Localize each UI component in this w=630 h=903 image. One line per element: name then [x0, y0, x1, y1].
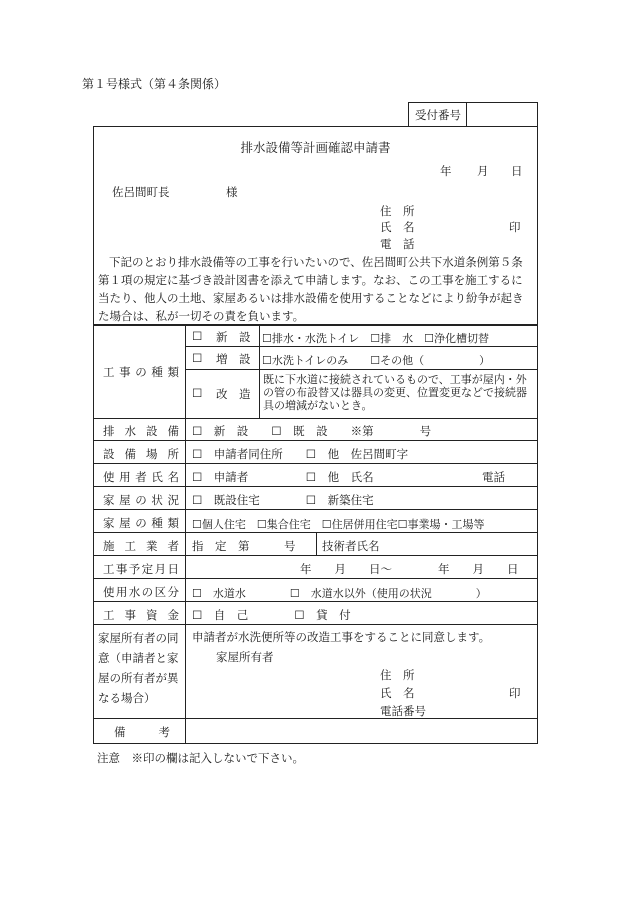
add-options[interactable]: ☐水洗トイレのみ ☐その他（ ） — [262, 354, 491, 367]
label-char: 事 — [124, 608, 136, 622]
applicant-address-label: 住 所 — [380, 204, 415, 218]
row-line — [93, 486, 538, 487]
applicant-name-label: 氏 名 — [380, 220, 415, 234]
label-char: 況 — [167, 493, 179, 507]
row-line — [93, 509, 538, 510]
label-char: 名 — [167, 470, 179, 484]
label-char: 使 — [103, 470, 115, 484]
label-char: 施 — [103, 539, 115, 553]
label-char: 用 — [115, 585, 128, 599]
label-char: 者 — [167, 539, 179, 553]
label-char: 考 — [158, 725, 170, 739]
new-options[interactable]: ☐排水・水洗トイレ ☐排 水 ☐浄化槽切替 — [262, 332, 490, 345]
label-char: 備 — [114, 725, 126, 739]
work-type-label — [103, 364, 179, 380]
row-line — [93, 440, 538, 441]
label-char: 事 — [119, 365, 131, 379]
label-char: 資 — [146, 608, 158, 622]
owner-seal: 印 — [509, 686, 521, 700]
label-char: 類 — [167, 516, 179, 530]
label-char: 場 — [146, 447, 158, 461]
label-char: 金 — [167, 608, 179, 622]
option-column-divider — [259, 324, 260, 418]
owner-address-label: 住 所 — [380, 668, 415, 682]
contractor-designation[interactable]: 指 定 第 号 — [192, 539, 296, 553]
label-char: 分 — [167, 585, 179, 599]
funds-value[interactable]: ☐ 自 己 ☐ 貸 付 — [192, 608, 351, 622]
label-char: 工 — [103, 608, 115, 622]
row-line — [185, 369, 538, 370]
label-char: 家 — [103, 516, 115, 530]
label-column-divider — [185, 324, 186, 744]
label-char: 備 — [167, 424, 179, 438]
date-year: 年 — [440, 164, 452, 178]
addressee-name: 佐呂間町長 — [112, 185, 170, 199]
drainage-label — [103, 423, 179, 439]
form-title: 排水設備等計画確認申請書 — [240, 140, 391, 155]
label-char: 工 — [103, 365, 115, 379]
engineer-name-label: 技術者氏名 — [322, 539, 380, 553]
label-char: 種 — [151, 516, 163, 530]
water-label — [103, 584, 179, 600]
new-label: 新 設 — [216, 330, 251, 344]
contractor-divider — [316, 532, 317, 555]
label-char: の — [135, 493, 147, 507]
label-char: 氏 — [151, 470, 163, 484]
declaration-paragraph: 下記のとおり排水設備等の工事を行いたいので、佐呂間町公共下水道条例第５条第１項の規定に基づき設計図書を添えて申請します。なお、この工事を施工するに当たり、他人の土地、家屋あるいは排水設備を使用することなどにより紛争が起きた場合は、私が一切その責を負います。 — [98, 255, 524, 323]
row-line — [93, 555, 538, 556]
label-char: 用 — [119, 470, 131, 484]
label-char: 予 — [128, 562, 141, 576]
row-line — [93, 418, 538, 419]
footnote: 注意 ※印の欄は記入しないで下さい。 — [97, 751, 304, 765]
user-name-value[interactable]: ☐ 申請者 ☐ 他 氏名 — [192, 470, 374, 484]
schedule-value[interactable]: 年 月 日〜 年 月 日 — [300, 562, 519, 576]
label-char: の — [135, 365, 147, 379]
owner-name-label: 氏 名 — [380, 686, 415, 700]
contractor-label — [103, 538, 179, 554]
owner-phone-label: 電話番号 — [380, 704, 426, 718]
location-value[interactable]: ☐ 申請者同住所 ☐ 他 佐呂間町字 — [192, 447, 409, 461]
remarks-field[interactable] — [188, 720, 534, 742]
label-char: 定 — [141, 562, 154, 576]
applicant-phone-label: 電 話 — [380, 237, 415, 251]
date-day: 日 — [511, 164, 523, 178]
label-char: 屋 — [119, 493, 131, 507]
row-line — [93, 624, 538, 625]
house-type-value[interactable]: ☐個人住宅 ☐集合住宅 ☐住居併用住宅☐事業場・工場等 — [192, 518, 485, 531]
funds-label — [103, 607, 179, 623]
label-char: 水 — [124, 424, 136, 438]
label-char: 工 — [124, 539, 136, 553]
form-number: 第１号様式（第４条関係） — [82, 77, 227, 91]
row-line — [93, 578, 538, 579]
label-char: 事 — [115, 562, 128, 576]
label-char: 工 — [103, 562, 115, 576]
label-char: の — [135, 516, 147, 530]
schedule-label — [103, 561, 179, 577]
renovate-checkbox[interactable]: ☐ — [192, 386, 203, 400]
label-char: 設 — [146, 424, 158, 438]
applicant-seal: 印 — [509, 220, 521, 234]
label-char: 者 — [135, 470, 147, 484]
user-name-label — [103, 469, 179, 485]
owner-consent-label: 家屋所有者の同意（申請者と家屋の所有者が異なる場合） — [98, 631, 179, 705]
table-top-border — [93, 324, 538, 326]
date-month: 月 — [477, 164, 489, 178]
label-char: 使 — [103, 585, 115, 599]
receipt-number-field[interactable] — [470, 103, 534, 125]
label-char: 家 — [103, 493, 115, 507]
new-checkbox[interactable]: ☐ — [192, 329, 203, 343]
renovate-label: 改 造 — [216, 387, 251, 401]
add-checkbox[interactable]: ☐ — [192, 351, 203, 365]
remarks-label — [114, 724, 170, 740]
addressee-honorific: 様 — [226, 185, 238, 199]
user-phone-label: 電話 — [482, 470, 505, 484]
house-type-label — [103, 515, 179, 531]
row-line — [185, 346, 538, 347]
label-char: 日 — [167, 562, 179, 576]
house-status-label — [103, 492, 179, 508]
label-char: の — [141, 585, 154, 599]
label-char: 区 — [154, 585, 167, 599]
label-char: 種 — [151, 365, 163, 379]
water-value[interactable]: ☐ 水道水 ☐ 水道水以外（使用の状況 ） — [192, 587, 487, 600]
drainage-value[interactable]: ☐ 新 設 ☐ 既 設 ※第 号 — [192, 424, 432, 438]
house-status-value[interactable]: ☐ 既設住宅 ☐ 新築住宅 — [192, 493, 374, 507]
location-label — [103, 446, 179, 462]
label-char: 屋 — [119, 516, 131, 530]
label-char: 水 — [128, 585, 141, 599]
renovate-description: 既に下水道に接続されているもので、工事が屋内・外の管の布設替又は器具の変更、位置変更などで接続器具の増減がないとき。 — [263, 373, 527, 412]
row-line — [93, 718, 538, 719]
label-char: 設 — [103, 447, 115, 461]
label-char: 備 — [124, 447, 136, 461]
owner-title: 家屋所有者 — [216, 650, 274, 664]
label-char: 月 — [154, 562, 167, 576]
receipt-divider — [466, 102, 467, 127]
label-char: 類 — [167, 365, 179, 379]
receipt-label: 受付番号 — [415, 108, 461, 122]
label-char: 状 — [151, 493, 163, 507]
label-char: 業 — [146, 539, 158, 553]
row-line — [93, 463, 538, 464]
label-char: 所 — [167, 447, 179, 461]
owner-consent-statement: 申請者が水洗便所等の改造工事をすることに同意します。 — [192, 630, 491, 644]
row-line — [93, 601, 538, 602]
label-char: 排 — [103, 424, 115, 438]
add-label: 増 設 — [216, 352, 251, 366]
